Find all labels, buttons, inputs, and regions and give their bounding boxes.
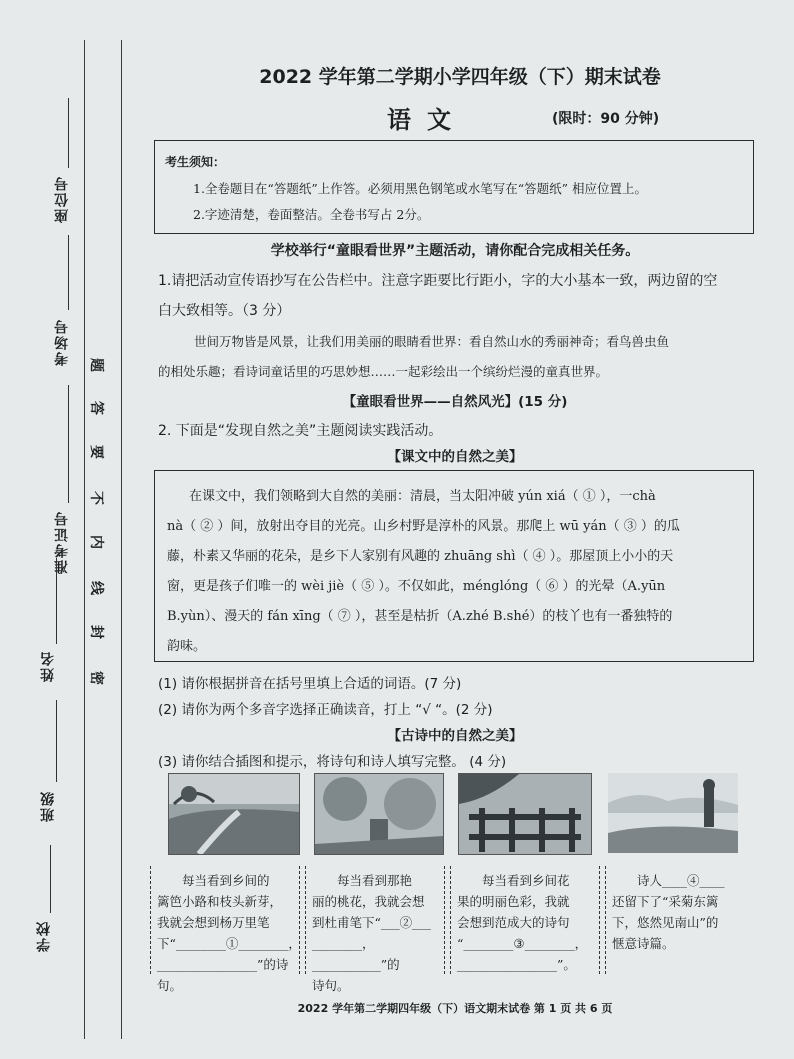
caption-4-line-3: 下，悠然见南山”的 — [612, 915, 719, 930]
seal-char-7: 封 — [88, 625, 104, 639]
q2-intro: 2. 下面是“发现自然之美”主题阅读实践活动。 — [158, 423, 443, 439]
caption-1-line-3: 我就会想到杨万里笔 — [157, 915, 270, 930]
caption-3-line-2: 果的明丽色彩，我就 — [457, 894, 570, 909]
caption-4 — [605, 866, 753, 974]
slogan-line-2: 的相处乐趣；看诗词童话里的巧思妙想……一起彩绘出一个缤纷烂漫的童真世界。 — [158, 364, 609, 379]
passage-line-4: 窗，更是孩子们唯一的 wèi jiè（ ⑤ ）。不仅如此，ménglóng（ ⑥ ）的光晕（A.yūn — [167, 579, 666, 594]
seal-char-2: 答 — [88, 401, 104, 415]
caption-2-line-4[interactable]: ________，___________”的 — [312, 936, 400, 972]
slogan-line-1: 世间万物皆是风景，让我们用美丽的眼睛看世界：看自然山水的秀丽神奇；看鸟兽虫鱼 — [194, 334, 670, 349]
illustration-poet-chrysanthemum — [608, 773, 738, 853]
notice-heading: 考生须知： — [165, 155, 226, 169]
q2-task-2: (2) 请你为两个多音字选择正确读音，打上 “√ “。(2 分) — [158, 702, 493, 718]
q1-line-1: 1.请把活动宣传语抄写在公告栏中。注意字距要比行距小，字的大小基本一致，两边留的空 — [158, 273, 718, 289]
caption-1-line-1: 每当看到乡间的 — [182, 873, 270, 888]
exam-room-blank[interactable] — [68, 235, 69, 310]
caption-2-line-5: 诗句。 — [312, 978, 350, 993]
passage-line-3: 藤，朴素又华丽的花朵，是乡下人家别有风趣的 zhuāng shì（ ④ ）。那屋顶上小小的天 — [167, 549, 674, 564]
caption-4-line-1[interactable]: 诗人____④____ — [637, 873, 725, 888]
passage-line-1: 在课文中，我们领略到大自然的美丽：清晨，当太阳冲破 yún xiá（ ① ），一chà — [189, 489, 656, 504]
caption-1-line-2: 篱笆小路和枝头新芽， — [157, 894, 283, 909]
binding-margin — [0, 0, 140, 1059]
caption-4-line-2: 还留下了“采菊东篱 — [612, 894, 719, 909]
school-label: 学校 — [36, 920, 52, 952]
caption-4-line-4: 惬意诗篇。 — [612, 936, 675, 951]
notice-item-2: 2.字迹清楚，卷面整洁。全卷书写占 2分。 — [193, 207, 430, 222]
caption-3-line-5[interactable]: ________________”。 — [457, 957, 576, 972]
seal-char-3: 要 — [88, 445, 104, 459]
notice-item-1: 1.全卷题目在“答题纸”上作答。必须用黑色钢笔或水笔写在“答题纸” 相应位置上。 — [193, 181, 647, 196]
caption-3-line-4[interactable]: “________③________， — [457, 936, 588, 951]
seat-number-blank[interactable] — [68, 98, 69, 168]
caption-1 — [150, 866, 301, 993]
class-blank[interactable] — [56, 700, 57, 782]
q2-task-3: (3) 请你结合插图和提示，将诗句和诗人填写完整。 (4 分) — [158, 754, 507, 770]
q2-task-1: (1) 请你根据拼音在括号里填上合适的词语。(7 分) — [158, 676, 462, 692]
passage-box — [154, 470, 754, 662]
exam-title: 2022 学年第二学期小学四年级（下）期末试卷 — [259, 66, 661, 88]
passage-line-2: nà（ ② ）间，放射出夺目的光亮。山乡村野是淳朴的风景。那爬上 wū yán（ ③ ）的瓜 — [167, 519, 680, 534]
exam-room-label: 考场号 — [54, 318, 70, 366]
caption-2-line-3[interactable]: 到杜甫笔下“___②___ — [312, 915, 431, 930]
seal-char-1: 题 — [88, 358, 104, 372]
caption-2-line-1: 每当看到那艳 — [337, 873, 413, 888]
exam-content — [150, 0, 760, 1059]
binding-line-outer — [84, 40, 85, 1039]
page-footer: 2022 学年第二学期四年级（下）语文期末试卷 第 1 页 共 6 页 — [297, 1002, 613, 1015]
name-label: 姓名 — [40, 650, 56, 682]
school-blank[interactable] — [50, 845, 51, 913]
caption-1-line-5[interactable]: ________________”的诗句。 — [157, 957, 289, 993]
seat-number-label: 座位号 — [54, 175, 70, 223]
class-label: 班级 — [40, 790, 56, 822]
name-blank[interactable] — [56, 558, 57, 644]
exam-notice-box — [154, 140, 754, 234]
illustration-peach-blossom — [314, 773, 444, 855]
seal-char-6: 线 — [88, 581, 104, 595]
caption-2-line-2: 丽的桃花，我就会想 — [312, 894, 425, 909]
caption-2 — [305, 866, 445, 993]
activity-intro: 学校举行“童眼看世界”主题活动，请你配合完成相关任务。 — [270, 243, 640, 259]
passage-line-6: 韵味。 — [167, 639, 207, 654]
caption-1-line-4[interactable]: 下“________①________， — [157, 936, 301, 951]
ticket-number-label: 准考证号 — [54, 510, 70, 574]
subject-title: 语文 — [387, 106, 467, 134]
caption-3-line-1: 每当看到乡间花 — [482, 873, 570, 888]
illustration-village-path — [168, 773, 300, 855]
caption-3 — [450, 866, 600, 974]
q1-line-2: 白大致相等。（3 分） — [158, 303, 291, 319]
section-heading: 【童眼看世界——自然风光】(15 分) — [342, 394, 568, 410]
binding-line-inner — [121, 40, 122, 1039]
passage-heading: 【课文中的自然之美】 — [387, 449, 523, 465]
ticket-number-blank[interactable] — [68, 385, 69, 503]
illustration-fence-garden — [458, 773, 592, 855]
seal-char-4: 不 — [88, 491, 104, 505]
caption-3-line-3: 会想到范成大的诗句 — [457, 915, 570, 930]
passage-line-5: B.yùn）、漫天的 fán xīng（ ⑦ ），甚至是枯折（A.zhé B.shé）的枝丫也有一番独特的 — [167, 609, 673, 624]
poem-heading: 【古诗中的自然之美】 — [387, 728, 523, 744]
seal-char-8: 密 — [88, 671, 104, 685]
seal-char-5: 内 — [88, 535, 104, 549]
time-limit: (限时：90 分钟) — [552, 111, 660, 127]
